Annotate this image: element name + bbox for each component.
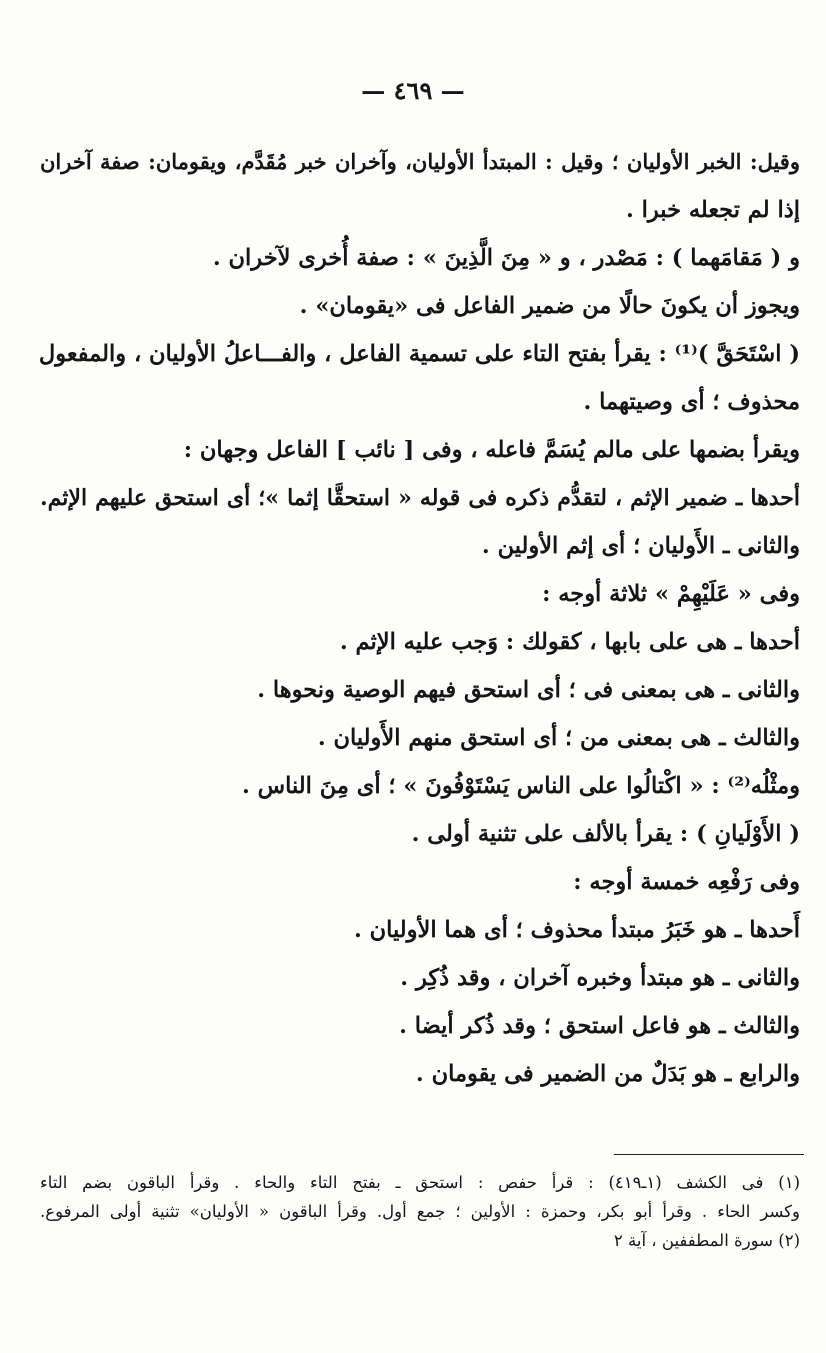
text-line: والثانى ـ هو مبتدأ وخبره آخران ، وقد ذُكِر . [400, 965, 800, 991]
text-line: أحدها ـ هى على بابها ، كقولك : وَجب عليه الإثم . [339, 629, 800, 655]
footnote-line: (١) فى الكشف (١ـ٤١٩) : قرأ حفص : استحق ـ بفتح التاء والحاء . وقرأ الباقون بضم التاء [40, 1173, 800, 1192]
text-line: ( الأَوْلَيانِ ) : يقرأ بالألف على تثنية أولى . [411, 821, 800, 847]
text-line: محذوف ؛ أى وصيتهما . [583, 389, 800, 415]
text-line: وقيل: الخبر الأوليان ؛ وقيل : المبتدأ الأوليان، وآخران خبر مُقَدَّم، ويقومان: صفة آخران [40, 149, 800, 174]
text-line: إذا لم تجعله خبرا . [625, 197, 800, 223]
text-line: ومثْلُه⁽²⁾ : « اكْتالُوا على الناس يَسْتَوْفُونَ » ؛ أى مِنَ الناس . [242, 773, 800, 799]
text-line: و ( مَقامَهما ) : مَصْدر ، و « مِنَ الَّذِينَ » : صفة أُخرى لآخران . [212, 245, 800, 271]
text-line: أحدها ـ ضمير الإثم ، لتقدُّم ذكره فى قوله « استحقَّا إثما »؛ أى استحق عليهم الإثم. [40, 485, 800, 511]
text-line: ويقرأ بضمها على مالم يُسَمَّ فاعله ، وفى [ نائب ] الفاعل وجهان : [183, 437, 800, 463]
footnote-line: (٢) سورة المطففين ، آية ٢ [613, 1231, 800, 1250]
footnote-line: وكسر الحاء . وقرأ أبو بكر، وحمزة : الأولين ؛ جمع أول. وقرأ الباقون « الأوليان» تثنية أولى المرفوع. [40, 1202, 800, 1221]
text-line: والثالث ـ هى بمعنى من ؛ أى استحق منهم الأَوليان . [317, 725, 800, 751]
text-line: ( اسْتَحَقَّ )⁽¹⁾ : يقرأ بفتح التاء على تسمية الفاعل ، والفـــاعلُ الأوليان ، والمفعول [38, 341, 800, 367]
text-line: وفى رَفْعِه خمسة أوجه : [573, 869, 800, 895]
text-line: أَحدها ـ هو خَبَرُ مبتدأ محذوف ؛ أى هما الأوليان . [353, 917, 800, 943]
page-number: — ٤٦٩ — [361, 76, 465, 105]
footnote-divider [614, 1154, 804, 1155]
text-line: والرابع ـ هو بَدَلٌ من الضمير فى يقومان . [415, 1061, 800, 1087]
footnotes [40, 1168, 800, 1255]
text-line: وفى « عَلَيْهِمْ » ثلاثة أوجه : [542, 581, 800, 607]
text-line: والثانى ـ الأَوليان ؛ أى إثم الأولين . [481, 533, 800, 559]
text-line: والثالث ـ هو فاعل استحق ؛ وقد ذُكر أيضا . [399, 1013, 800, 1039]
main-text [40, 138, 800, 1098]
text-line: ويجوز أن يكونَ حالًا من ضمير الفاعل فى «يقومان» . [299, 293, 800, 319]
text-line: والثانى ـ هى بمعنى فى ؛ أى استحق فيهم الوصية ونحوها . [257, 677, 800, 703]
